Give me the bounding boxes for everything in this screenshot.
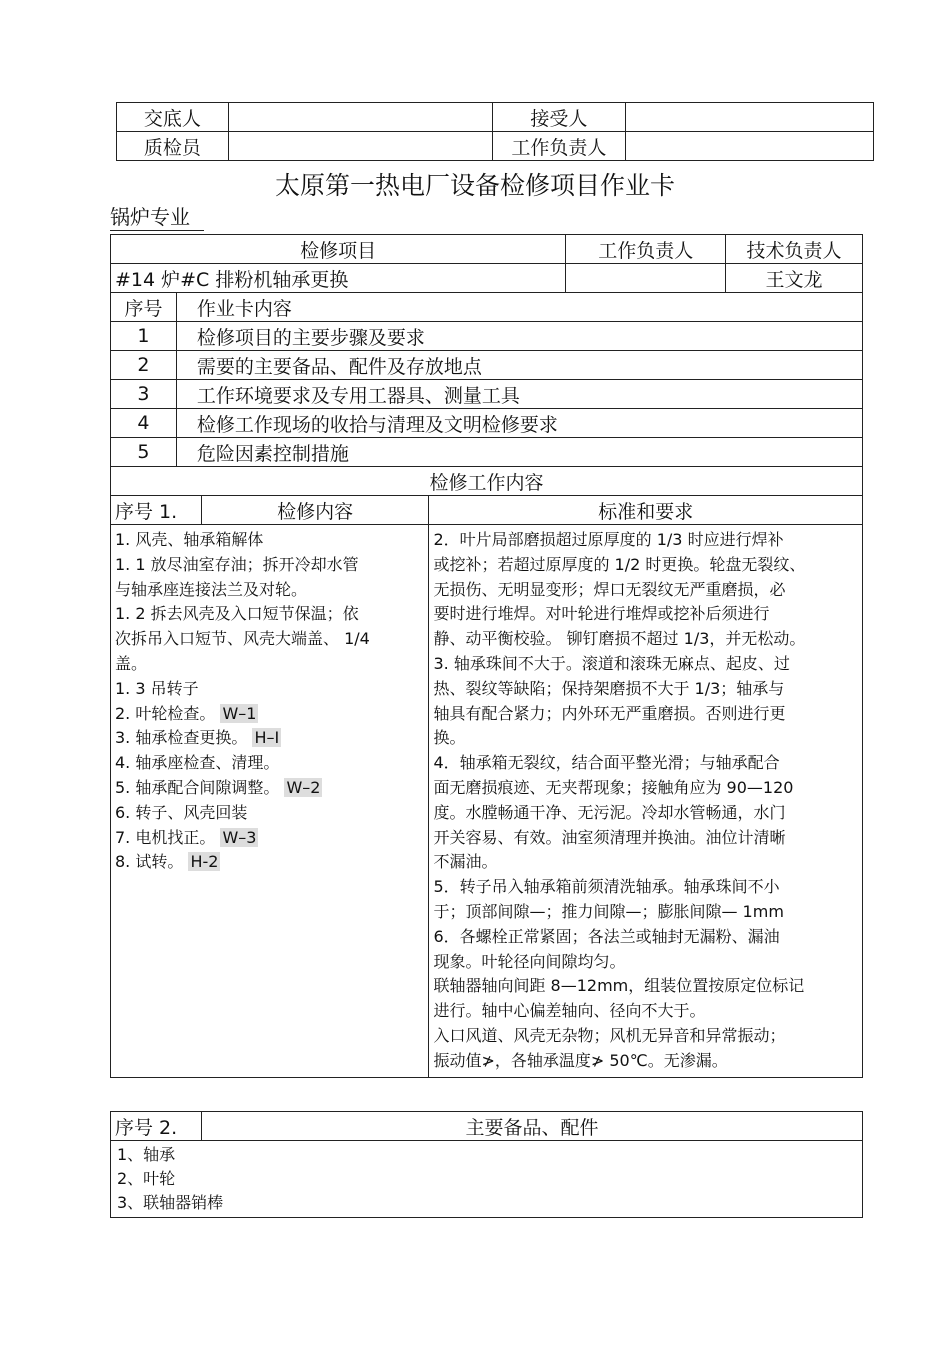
step-line xyxy=(115,776,424,801)
seq-header: 序号 xyxy=(111,293,177,322)
col-standard-header: 标准和要求 xyxy=(429,496,863,525)
signature-table xyxy=(116,102,874,161)
document-title: 太原第一热电厂设备检修项目作业卡 xyxy=(274,171,675,200)
step-text: 1. 3 吊转子 xyxy=(115,678,199,698)
step-line xyxy=(115,751,424,776)
standard-line: 度。水膛畅通干净、无污泥。冷却水管畅通，水门 xyxy=(433,802,786,822)
standard-line: 入口风道、风壳无杂物；风机无异音和异常振动； xyxy=(433,1025,786,1045)
standard-line: 2．叶片局部磨损超过原厚度的 1/3 时应进行焊补 xyxy=(433,530,784,549)
content-header: 作业卡内容 xyxy=(176,293,862,322)
step-text: 2. 叶轮检查。 xyxy=(115,703,216,723)
content-row-text: 工作环境要求及专用工器具、测量工具 xyxy=(176,380,862,409)
inspector-value[interactable] xyxy=(228,132,492,161)
step-text: 7. 电机找正。 xyxy=(115,827,216,847)
inspection-point-tag: W–2 xyxy=(286,777,321,797)
parts-heading: 主要备品、配件 xyxy=(202,1112,863,1141)
part-item: 3、联轴器销棒 xyxy=(117,1193,224,1212)
work-leader-cell xyxy=(566,264,726,293)
parts-table xyxy=(110,1111,863,1218)
step-line xyxy=(115,627,424,652)
standard-line: 现象。叶轮径向间隙均匀。 xyxy=(433,951,626,971)
steps-cell xyxy=(111,525,429,1078)
content-row-no: 2 xyxy=(111,351,177,380)
step-text: 与轴承座连接法兰及对轮。 xyxy=(115,579,308,599)
part-item: 2、叶轮 xyxy=(117,1169,176,1188)
step-text: 5. 轴承配合间隙调整。 xyxy=(115,777,280,797)
standard-line: 开关容易、有效。油室须清理并换油。油位计清晰 xyxy=(433,827,786,847)
step-line xyxy=(115,602,424,627)
step-line xyxy=(115,726,424,751)
standard-line: 无损伤、无明显变形；焊口无裂纹无严重磨损，必 xyxy=(433,579,786,599)
steps-list xyxy=(115,528,424,875)
standard-line: 6．各螺栓正常紧固；各法兰或轴封无漏粉、漏油 xyxy=(433,926,780,946)
standard-line: 轴具有配合紧力；内外环无严重磨损。否则进行更 xyxy=(433,703,786,723)
standards-cell xyxy=(429,525,863,1078)
standard-line: 换。 xyxy=(433,728,466,748)
standard-line: 3. 轴承珠间不大于。滚道和滚珠无麻点、起皮、过 xyxy=(433,653,790,673)
standard-line: 于；顶部间隙—；推力间隙—；膨胀间隙— 1mm xyxy=(433,901,784,921)
step-text: 8. 试转。 xyxy=(115,852,184,872)
step-text: 次拆吊入口短节、风壳大端盖、 1/4 xyxy=(115,629,370,649)
step-text: 1. 1 放尽油室存油；拆开冷却水管 xyxy=(115,554,359,574)
inspection-point-tag: W–1 xyxy=(222,703,257,723)
step-text: 盖。 xyxy=(115,653,148,673)
step-line xyxy=(115,652,424,677)
step-line xyxy=(115,801,424,826)
step-line xyxy=(115,677,424,702)
handover-value[interactable] xyxy=(228,103,492,132)
content-row-text: 危险因素控制措施 xyxy=(176,438,862,467)
col-content-header: 检修内容 xyxy=(201,496,429,525)
part-item: 1、轴承 xyxy=(117,1145,176,1164)
step-line xyxy=(115,702,424,727)
content-row-text: 检修项目的主要步骤及要求 xyxy=(176,322,862,351)
inspector-label: 质检员 xyxy=(117,132,229,161)
section2-seq: 序号 2. xyxy=(111,1112,202,1141)
content-row-no: 5 xyxy=(111,438,177,467)
department-label: 锅炉专业 xyxy=(110,204,204,231)
inspection-point-tag: W–3 xyxy=(222,827,257,847)
content-row-no: 4 xyxy=(111,409,177,438)
item-name: #14 炉#C 排粉机轴承更换 xyxy=(111,264,566,293)
step-text: 6. 转子、风壳回装 xyxy=(115,802,248,822)
step-text: 1. 2 拆去风壳及入口短节保温；依 xyxy=(115,604,359,624)
standard-line: 振动值≯，各轴承温度≯ 50℃。无渗漏。 xyxy=(433,1050,728,1070)
section1-seq: 序号 1. xyxy=(111,496,202,525)
step-text: 4. 轴承座检查、清理。 xyxy=(115,753,280,773)
parts-list xyxy=(117,1143,856,1215)
inspection-point-tag: H-2 xyxy=(190,852,219,872)
standard-line: 热、裂纹等缺陷；保持架磨损不大于 1/3；轴承与 xyxy=(433,678,785,698)
standard-line: 或挖补；若超过原厚度的 1/2 时更换。轮盘无裂纹、 xyxy=(433,554,806,574)
work-content-heading: 检修工作内容 xyxy=(111,467,863,496)
content-row-no: 3 xyxy=(111,380,177,409)
content-row-text: 需要的主要备品、配件及存放地点 xyxy=(176,351,862,380)
standard-line: 静、动平衡校验。 铆钉磨损不超过 1/3，并无松动。 xyxy=(433,629,806,649)
step-line xyxy=(115,528,424,553)
work-card-table xyxy=(110,234,863,1078)
standard-line: 要时进行堆焊。对叶轮进行堆焊或挖补后须进行 xyxy=(433,604,770,624)
header-tech-leader: 技术负责人 xyxy=(726,235,863,264)
standard-line: 5．转子吊入轴承箱前须清洗轴承。轴承珠间不小 xyxy=(433,877,780,897)
inspection-point-tag: H–I xyxy=(254,728,280,748)
standards-list xyxy=(433,528,858,1074)
step-text: 3. 轴承检查更换。 xyxy=(115,728,248,748)
header-work-leader: 工作负责人 xyxy=(566,235,726,264)
step-text: 1. 风壳、轴承箱解体 xyxy=(115,530,264,549)
step-line xyxy=(115,850,424,875)
handover-label: 交底人 xyxy=(117,103,229,132)
standard-line: 4．轴承箱无裂纹，结合面平整光滑；与轴承配合 xyxy=(433,753,780,773)
step-line xyxy=(115,553,424,578)
work-leader-label: 工作负责人 xyxy=(492,132,626,161)
standard-line: 面无磨损痕迹、无夹帮现象；接触角应为 90—120 xyxy=(433,777,794,797)
standard-line: 联轴器轴向间距 8—12mm，组装位置按原定位标记 xyxy=(433,976,805,996)
parts-cell xyxy=(111,1141,863,1218)
tech-leader-cell: 王文龙 xyxy=(726,264,863,293)
header-item: 检修项目 xyxy=(111,235,566,264)
content-row-text: 检修工作现场的收拾与清理及文明检修要求 xyxy=(176,409,862,438)
step-line xyxy=(115,826,424,851)
receiver-label: 接受人 xyxy=(492,103,626,132)
receiver-value[interactable] xyxy=(626,103,874,132)
step-line xyxy=(115,578,424,603)
content-row-no: 1 xyxy=(111,322,177,351)
standard-line: 进行。轴中心偏差轴向、径向不大于。 xyxy=(433,1001,706,1021)
work-leader-value[interactable] xyxy=(626,132,874,161)
standard-line: 不漏油。 xyxy=(433,852,498,872)
